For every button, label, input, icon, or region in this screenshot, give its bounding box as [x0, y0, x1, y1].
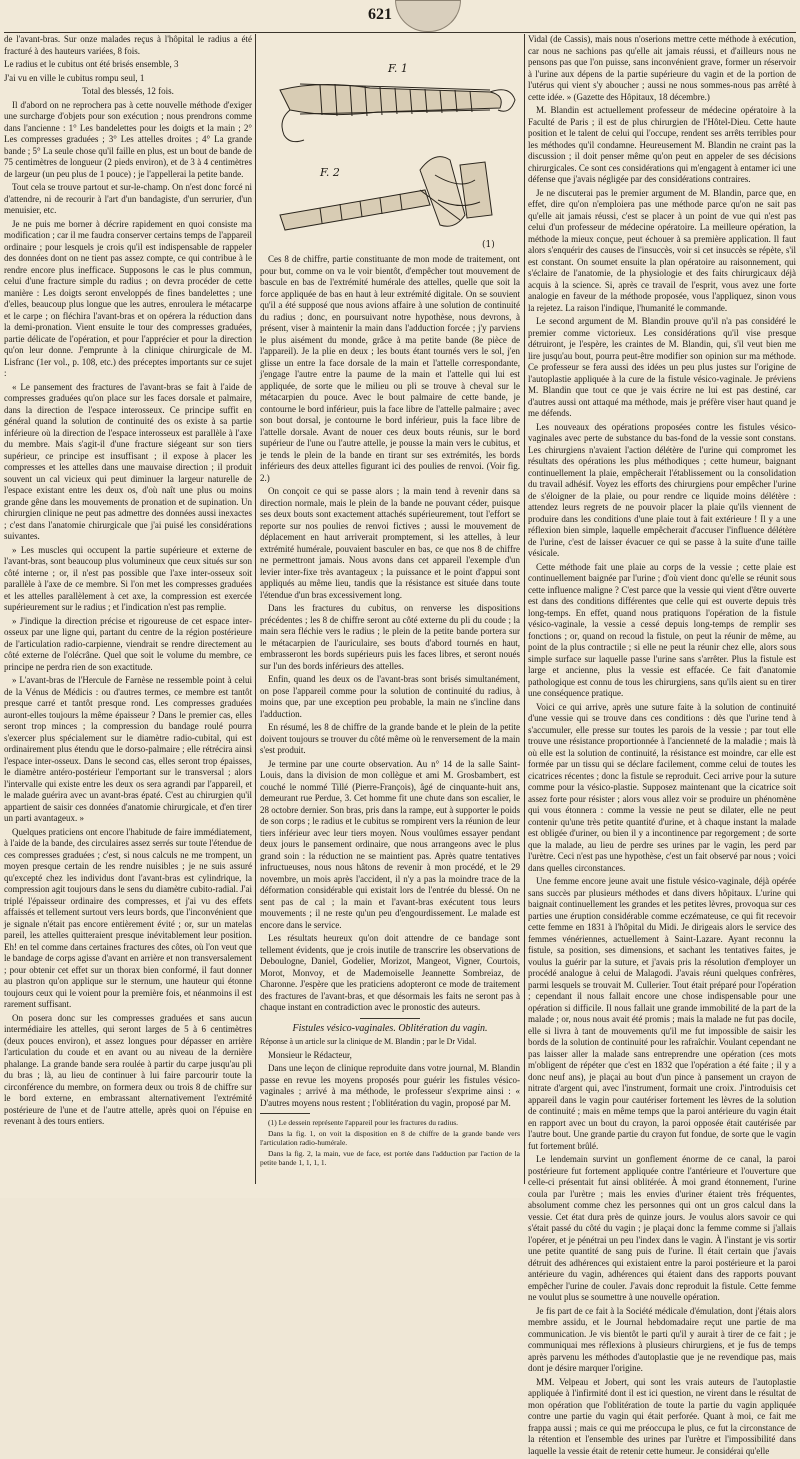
footnote-rule [260, 1113, 310, 1114]
paragraph: Je termine par une courte observation. Au n° 14 de la salle Saint-Louis, dans la division de mon collègue et ami M. Grosbambert, est couché le nommé Tillé (Pierre-François), âgé de cinquante-huit ans, demeurant rue Perdue, 3. Cet homme fit une chute dans son escalier, le 28 octobre dernier. Son bras, pris dans la rampe, eut à supporter le poids de son corps ; le radius et le cubitus se rompirent vers la réunion de leur tiers inférieur avec leur tiers moyen. Nous voulûmes essayer pendant deux jours le pansement ordinaire, que nous arrangeons avec le plus grand soin : la réduction ne se maintient pas. Après quatre tentatives infructueuses, nous nous hâtons de revenir à mon procédé, et le 29 novembre, un mois après l'accident, il n'y a pas la moindre trace de la déformation considérable qui existait lors de l'entrée du blessé. On ne sent pas de cal ; la main et l'avant-bras exécutent tous leurs mouvements ; il ne reste qu'un peu d'engourdissement. Le malade est encore dans le service. [260, 758, 520, 930]
paragraph: Je ne discuterai pas le premier argument de M. Blandin, parce que, en effet, dire qu'on n'emploiera pas une méthode parce qu'on ne sait pas qu'elle ait jamais réussi, c'est se placer à un point de vue qui n'est pas celui d'un professeur de médecine opératoire. La meilleure opération, la méthode la mieux conçue, peut échouer à sa première application. Il faut alors s'enquérir des causes de l'insuccès, voir si cet insuccès se répète, s'il est constant. On soumet ensuite la plan opératoire au raisonnement, qui s'éclaire de l'anatomie, de la physiologie et des faits chirurgicaux déjà acquis à la science. Si, après ce travail de l'esprit, vous avez une forte analogie en faveur de la méthode proposée, vous l'appliquez, sinon vous la rejetez. La raison l'indique, l'humanité le commande. [528, 187, 796, 313]
header-rule [4, 32, 796, 33]
right-column [528, 34, 796, 1459]
paragraph: Cette méthode fait une plaie au corps de la vessie ; cette plaie est continuellement baignée par l'urine ; d'où vient donc qu'elle se réunit sous cette influence maligne ? C'est parce que la vessie qui vient d'être ouverte est dans des conditions différentes que celle qui est ouverte depuis très long-temps. En effet, quand nous pratiquons l'opération de la fistule vésico-vaginale, la vessie a cessé depuis long-temps de remplir ses fonctions ; or, quand on recoud la fistule, on peut la réunir de même, au point de la plus contractile ; si elle ne peut la réunir chez elle, alors sous simple surface sur laquelle passe l'urine sans s'arrêter. Plus la fistule est large et ancienne, plus la vessie est effacée. Ce fait d'anatomie pathologique est connu de tous les chirurgiens, sans qu'ils aient su en tirer une conséquence pratique. [528, 561, 796, 698]
paragraph: MM. Velpeau et Jobert, qui sont les vrais auteurs de l'autoplastie appliquée à l'infirmité dont il est ici question, ne virent dans le résultat de mon opération que l'oblitération de toute la partie du vagin appliquée contre une partie du vagin qui était perforée. Quant à moi, ce fait me frappa aussi ; mais ce qui me préoccupa le plus, ce fut la circonstance de la rétention et l'ensemble des urines par l'urètre et l'impossibilité dans laquelle la vessie était de retenir cette humeur. Je considérai qu'elle [528, 1376, 796, 1456]
figure-label-1: F. 1 [388, 62, 408, 75]
left-column [4, 34, 252, 1130]
paragraph: Quelques praticiens ont encore l'habitude de faire immédiatement, à l'aide de la bande, des circulaires assez serrés sur toute l'étendue de ces compresses graduées ; c'est, si nous calculs ne me trompent, un moyen presque certain de les rendre nuisibles ; je ne suis assuré qu'excepté chez les individus dont l'avant-bras est cylindrique, la compression agit toujours dans le sens du diamètre cubito-radial. J'ai triplé l'épaisseur ordinaire des compresses, et j'ai vu des effets affaissés et tellement surtout vers leurs bords, que l'inconvénient que je signale n'était pas encore entièrement évité ; or, sur un matelas pareil, les attelles quitteraient presque inévitablement leur position. Eh! en tel comme dans certaines fractures des côtes, où l'on veut que le bandage de corps agisse d'avant en arrière et non transversalement ; pour obtenir cet effet sur un thorax bien conformé, il faut donner au plastron qu'on applique sur le sternum, une hauteur qui étonne toujours ceux qui le voient pour la première fois, et néanmoins il est rarement suffisant. [4, 826, 252, 1009]
paragraph: Enfin, quand les deux os de l'avant-bras sont brisés simultanément, on pose l'appareil comme pour la solution de continuité du radius, à moins que, par une exception peu probable, la main ne s'incline dans l'adduction. [260, 674, 520, 719]
stamp-seal [395, 0, 461, 32]
paragraph: J'ai vu en ville le cubitus rompu seul, 1 [4, 72, 145, 83]
paragraph: M. Blandin est actuellement professeur de médecine opératoire à la Faculté de Paris ; il est de plus chirurgien de l'Hôtel-Dieu. Cette haute position et le talent de celui qui l'occupe, rendent ses arrêts terribles pour les méthodes qu'il condamne. Heureusement M. Blandin ne craint pas la discussion ; il doit penser même qu'on peut en appeler de ses décisions chirurgicales. Ce sont ces considérations qui m'engagent à entamer ici une défense que j'avais négligée par des considérations contraires. [528, 105, 796, 184]
paragraph: Ces 8 de chiffre, partie constituante de mon mode de traitement, ont pour but, comme on va le voir bientôt, d'empêcher tout mouvement de bascule en bas de l'extrémité humérale des attelles, quelle que soit la force appliquée de bas en haut à leur extrémité digitale. On se souvient qu'il a été supposé que nous avions affaire à une solution de continuité du radius ; donc, en poursuivant notre hypothèse, nous devrons, à présent, viser à maintenir la main dans l'adduction forcée ; j'y parviens le plus aisément du monde, grâce à ma petite bande (8e pièce de l'appareil). Je la plie en deux ; les bouts étant tournés vers le sol, j'en glisse un entre la face dorsale de la main et l'attelle correspondante, j'engage l'autre entre la paume de la main et l'attelle qui lui est appliquée, de sorte que le milieu ou pli se trouve à cheval sur le métacarpien du pouce. Avec le bout palmaire de cette bande, je contourne le bord inférieur, puis la face libre de l'attelle palmaire ; avec son bout dorsal, je contourne le bord inférieur, puis la face libre de l'attelle dorsale. Avant de nouer ces deux bouts réunis, sur le bord supérieur de l'une ou l'autre attelle, je pousse la main vers le cubitus, et je tends le plein de la bande en tirant sur ses extrémités, les bords inférieurs des deux attelles figurant ici des poulies de renvoi. (Voir fig. 2.) [260, 254, 520, 483]
paragraph: Les nouveaux des opérations proposées contre les fistules vésico-vaginales avec perte de substance du bas-fond de la vessie sont constans. Les chirurgiens n'avaient l'action délétère de l'urine qui compromet les résultats des opérations les plus méthodiques ; cette humeur, baignant continuellement la plaie, empêcherait l'établissement ou la consolidation du travail adhésif. Voyez les efforts des chirurgiens pour empêcher l'urine de s'éloigner de la plaie, ou pour rendre ce liquide moins délétère : attendez leurs regrets de ne pouvoir placer la plaie qu'ils viennent de produire dans les conditions d'une plaie tout à fait extérieure ! Il y a une réflexion bien simple, laquelle empêcherait d'accuser l'influence délétère de l'urine, c'est de laisser évacuer ce qui se passe à la suite d'une taille vésicale. [528, 421, 796, 558]
paragraph: Vidal (de Cassis), mais nous n'oserions mettre cette méthode à exécution, car nous ne sachions pas qu'elle ait jamais réussi, et d'ailleurs nous ne pensons pas que l'on puisse, sans inconvénient grave, former un réservoir à l'urine aux dépens de la partie supérieure du vagin et de la portion de l'utérus qui vient s'y aboucher ; aussi ne nous sommes-nous pas arrêté à cette idée. » (Gazette des Hôpitaux, 18 décembre.) [528, 34, 796, 102]
figure-label-2: F. 2 [320, 166, 340, 179]
paragraph: de l'avant-bras. Sur onze malades reçus à l'hôpital le radius a été fracturé à des hauteurs variées, 8 fois. [4, 34, 252, 56]
middle-column [260, 254, 520, 1169]
paragraph: Il d'abord on ne reprochera pas à cette nouvelle méthode d'exiger une surcharge d'objets pour son exécution ; nous prendrons comme dans l'ancienne : 1° Les bandelettes pour les doigts et la main ; 2° Les compresses graduées ; 3° Les attelles droites ; 4° La grande bande ; 5° La seule chose qu'il faille en plus, est un bout de bande de 75 centimètres de longueur (2 pieds environ), et de 3 à 4 centimètres de largeur (un peu plus de 1 pouce) ; je l'appellerai la petite bande. [4, 99, 252, 179]
page-header [0, 0, 800, 30]
paragraph: » J'indique la direction précise et rigoureuse de cet espace inter-osseux par une ligne qui, partant du centre de la région postérieure de l'articulation radio-carpienne, viendrait se rendre directement au côté externe de l'olécrâne. Quel que soit le volume du membre, ce principe ne perdra rien de son exactitude. [4, 615, 252, 672]
paragraph: Dans les fractures du cubitus, on renverse les dispositions précédentes ; les 8 de chiffre seront au côté externe du pli du coude ; la main sera fléchie vers le radius ; le plein de la petite bande portera sur le métacarpien de l'auriculaire, ses bouts d'abord tournés en haut, embrasseront les bords supérieurs puis les faces libres, et seront noués sur l'un des bords inférieurs des attelles. [260, 603, 520, 671]
paragraph: Le radius et le cubitus ont été brisés ensemble, 3 [4, 59, 179, 69]
splint-figure [260, 40, 522, 240]
article-subtitle: Réponse à un article sur la clinique de M. Blandin ; par le Dr Vidal. [260, 1037, 477, 1046]
paragraph: Je fis part de ce fait à la Société médicale d'émulation, dont j'étais alors membre assidu, et le Journal hebdomadaire reçut une partie de ma communication. Je vis bientôt le parti qu'il y aurait à tirer de ce fait ; je communiquai mes réflexions à plusieurs chirurgiens, et je fus de temps après parvenu les méthodes d'autoplastie que je ne revendique pas, mais dont je désire marquer l'origine. [528, 1305, 796, 1373]
paragraph: Les résultats heureux qu'on doit attendre de ce bandage sont tellement évidents, que je crois inutile de transcrire les observations de Deboulogne, Daniel, Godelier, Morizot, Mangeot, Vigner, Courtois, Morot, Monvoy, et de Mademoiselle Jeannette Sombreiaz, de Charonne. J'espère que les praticiens adopteront ce mode de traitement des fractures de l'avant-bras, et que désormais les faits ne seront pas à chaque instant en contradiction avec le pronostic des auteurs. [260, 933, 520, 1012]
paragraph: Je ne puis me borner à décrire rapidement en quoi consiste ma modification ; car il me faudra conserver certains temps de l'appareil ordinaire ; pour lesquels je crois qu'il est indispensable de rappeler des données dont on ne tient pas assez compte, ce qui contribue à le rendre encore plus inefficace. Supposons le cas le plus commun, celui d'une fracture simple du radius ; on devra procéder de cette manière : Les doigts seront enveloppés de fines bandelettes ; une d'elles, beaucoup plus longue que les autres, enroulera le métacarpe et le carpe ; on fléchira l'avant-bras et on opérera la réduction dans la demi-pronation. Vient ensuite le tour des compresses graduées, partie délicate de l'opération, et pour l'apprécier et pour la direction qu'on leur donne. J'emprunte à la clinique chirurgicale de M. Lisfranc (1er vol., p. 108, etc.) des préceptes importants sur ce sujet : [4, 218, 252, 378]
article-title: Fistules vésico-vaginales. Oblitération du vagin. [292, 1022, 488, 1034]
paragraph: En résumé, les 8 de chiffre de la grande bande et le plein de la petite doivent toujours se trouver du côté même où le renversement de la main s'est produit. [260, 722, 520, 755]
footnote: (1) Le dessein représente l'appareil pour les fractures du radius. [268, 1118, 459, 1127]
paragraph: » L'avant-bras de l'Hercule de Farnèse ne ressemble point à celui de la Vénus de Médicis : ou d'autres termes, ce membre est tantôt presque carré et tantôt presque rond. Les compresses graduées auront-elles toujours la même épaisseur ? Dans le premier cas, elles seront trop minces ; la compression du bandage roulé pourra s'exercer plus spécialement sur le diamètre radio-cubital, qui est ordinairement plus étendu que le dorso-palmaire ; elle rétrécira ainsi l'espace inter-osseux. Dans le second cas, elles seront trop épaisses, le diamètre antéro-postérieur l'emportant sur le transversal ; alors l'intervalle qui existe entre les deux os sera agrandi par l'appareil, et le malade guérira avec un avant-bras épaté. C'est au chirurgien qu'il appartient de saisir ces données d'anatomie chirurgicale, et d'en tirer un parti avantageux. » [4, 675, 252, 823]
page-number: 621 [368, 6, 392, 23]
paragraph: On posera donc sur les compresses graduées et sans aucun intermédiaire les attelles, qui seront larges de 5 à 6 centimètres (deux pouces environ), et assez longues pour dépasser en arrière l'articulation du coude et en avant ou au niveau de la dernière phalange. La grande bande sera roulée à partir du carpe jusqu'au pli du bras ; là, au lieu de continuer à lui faire parcourir toute la circonférence du membre, on formera deux ou trois 8 de chiffre sur le bord externe, en embrassant alternativement l'extrémité postérieure de l'une et de l'autre attelle, après quoi on l'épuise en revenant à des tours entiers. [4, 1012, 252, 1126]
paragraph: » Les muscles qui occupent la partie supérieure et externe de l'avant-bras, sont beaucoup plus volumineux que ceux situés sur son côté interne ; or, il n'est pas possible que l'axe inter-osseux soit parallèle à l'axe de ce membre. Si l'on met les compresses graduées et les attelles parallèlement à cet axe, la compression est exercée supérieurement sur le radius ; et l'indication n'est pas remplie. [4, 544, 252, 612]
article-salutation: Monsieur le Rédacteur, [268, 1049, 352, 1060]
paragraph: Une femme encore jeune avait une fistule vésico-vaginale, déjà opérée sans succès par plusieurs méthodes et dans divers hôpitaux. L'urine qui baignait continuellement les grandes et les petites lèvres, provoqua sur ces parties une éruption considérable comme eczémateuse, ce qui fit recevoir cette femme en 1831 à l'hôpital du Midi. Je dirigeais alors le service des femmes vénériennes, actuellement à Saint-Lazare. Ayant reconnu la fistule, sa position, ses dimensions, et sachant les tentatives faites, je voulus la guérir par la suture, et j'avais pris la résolution d'employer un procédé analogue à celui de Malagodi. J'avais réuni quelques confrères, parmi lesquels se trouvait M. Cullerier. Tout était préparé pour l'opération ; cependant il nous fallait encore une chose indispensable pour une opération si difficile. Il nous fallait une grande immobilité de la part de la malade ; or, nous nous avait été promis ; mais la malade ne fut pas docile, elle si livra à tant de mouvements qu'il me fut impossible de saisir les bords de la solution de continuité pour les rafraîchir. Voulant cependant ne pas laisser aller la malade sans entreprendre une opération (ces mots m'obligent de répéter que c'est en 1832 que l'opération a été faite ; il y a donc neuf ans), je plaçai au bout d'un pince à pansement un crayon de nitrate d'argent qui, avec l'instrument, formait une croix. J'introduisis cet appareil dans le vagin pour cautériser fortement les lèvres de la solution de continuité ; mais en même temps que la paroi antérieure du vagin était en rapport avec un bout du crayon, la paroi opposée était cautérisée par l'autre bout. Une grande partie du crayon fut fondue, de sorte que le vagin fut fortement brûlé. [528, 876, 796, 1151]
paragraph: Voici ce qui arrive, après une suture faite à la solution de continuité d'une vessie qui se trouve dans ces conditions : dès que l'urine tend à s'accumuler, elle presse sur toutes les parois de la vessie ; par tout elle trouve une résistance proportionnée à l'ancienneté de la maladie ; mais là où elle est la solution de continuité, la résistance est moindre, car elle est formée par un tissu qui se déclare facilement, comme celui de toutes les cicatrices récentes ; donc la fistule se reproduit. Ceci arrive pour la suture comme pour la vésico-plastie. Supposez maintenant que la cicatrice soit assez forte pour résister ; alors vous allez voir se produire un phénomène qui vous étonnera : comme la vessie ne peut se dilater, elle ne peut contenir qu'une très petite quantité d'urine, et à chaque instant la malade est obligée d'uriner, ou bien il y a incontinence par regorgement ; de sorte que la malade, au lieu de perdre ses urines par le vagin, les perd par l'urètre. Ceci n'est pas une hypothèse, c'est un fait observé par nous ; voici dans quelles circonstances. [528, 701, 796, 873]
paragraph: Total des blessés, 12 fois. [82, 86, 174, 96]
section-rule [360, 1018, 420, 1019]
figure-note-marker: (1) [482, 240, 495, 250]
footnote: Dans la fig. 2, la main, vue de face, est portée dans l'adduction par l'action de la petite bande 1, 1, 1, 1. [260, 1149, 520, 1167]
column-divider-1 [255, 34, 256, 1184]
paragraph: Tout cela se trouve partout et sur-le-champ. On n'est donc forcé ni d'attendre, ni de recourir à l'art d'un bandagiste, d'un serrurier, d'un menuisier, etc. [4, 182, 252, 215]
article-body: Dans une leçon de clinique reproduite dans votre journal, M. Blandin passe en revue les moyens proposés pour guérir les fistules vésico-vaginales ; arrivé à ma méthode, le professeur s'exprime ainsi : « D'autres moyens nous restent ; l'oblitération du vagin, proposé par M. [260, 1063, 520, 1108]
column-divider-2 [524, 34, 525, 1184]
paragraph: On conçoit ce qui se passe alors ; la main tend à revenir dans sa direction normale, mais le plein de la bande ne pouvant céder, puisque ses deux bouts sont exactement attachés supérieurement, tout l'effort se reporte sur nos poulies de renvoi fictives ; aussi le mouvement de déplacement en haut arriverait promptement, si les attelles, à leur extrémité humérale, pouvaient basculer en bas, ce que nos 8 de chiffre ne permettront jamais. Nous avons dans cet appareil l'exemple d'un levier inter-fixe très avantageux ; la puissance et le point d'appui sont appliqués au même lieu, tandis que la résistance est située dans toute l'étendue d'un bras excessivement long. [260, 486, 520, 600]
paragraph: Le lendemain survint un gonflement énorme de ce canal, la paroi postérieure fut fortement appliquée contre l'antérieure et l'ouverture que celle-ci présentait fut ainsi oblitérée. À moi grand étonnement, l'urine coula par l'urètre ; mais les envies d'uriner étaient très fréquentes, absolument comme chez les personnes qui ont un gros calcul dans la vessie. Cet état dura près de quinze jours. Je voulus alors savoir ce qui s'était passé du côté du vagin ; je plaçai donc la femme comme si j'allais l'opérer, et je pénétrai un peu l'index dans le vagin. À l'instant je vis sortir une petite quantité de sang puis de l'urine. Il était certain que j'avais détruit des adhérences qui existaient entre la paroi postérieure et la paroi antérieure du vagin, adhérences qui étaient dans des rapports pouvant empêcher l'urine de couler. J'avais donc reproduit la fistule. Cette femme ne voulut plus se soumettre à une nouvelle opération. [528, 1154, 796, 1302]
footnote: Dans la fig. 1, on voit la disposition en 8 de chiffre de la grande bande vers l'articulation radio-humérale. [260, 1129, 520, 1147]
paragraph: Le second argument de M. Blandin prouve qu'il n'a pas considéré le premier comme victorieux. Les considérations qu'il vise presque détruiront, je l'espère, les craintes de M. Blandin, qui, s'il veut bien me lire jusqu'au bout, pourra peut-être modifier son opinion sur ma méthode. Ce professeur se fera aussi des idées un peu plus justes sur l'origine de l'autoplastie appliquée à la cure de la fistule vésico-vaginale. Je préviens M. Blandin que tout ce que je vais écrire ne lui est pas destiné, car d'autres aussi ont attaqué ma méthode, mais je préfère viser haut quand je me défends. [528, 316, 796, 418]
paragraph: « Le pansement des fractures de l'avant-bras se fait à l'aide de compresses graduées qu'on place sur les faces dorsale et palmaire, dans la direction de l'espace interosseux. Ce principe suffit en général quand la solution de continuité des os existe à sa partie inférieure où la direction de l'espace interosseux est parallèle à l'axe du membre. Mais s'agit-il d'une fracture siégeant sur son tiers supérieur, ce principe est insuffisant ; il expose à placer les compresses et les attelles dans une mauvaise direction ; il produit souvent un cal vicieux qui peut diminuer la largeur naturelle de l'espace existant entre les deux os, d'où naît une plus ou moins grande gêne dans les mouvements de pronation et de supination. Un chirurgien clinique ne peut pas admettre des données aussi inexactes ; c'est dans l'anatomie chirurgicale que j'ai puisé les considérations suivantes. [4, 381, 252, 541]
